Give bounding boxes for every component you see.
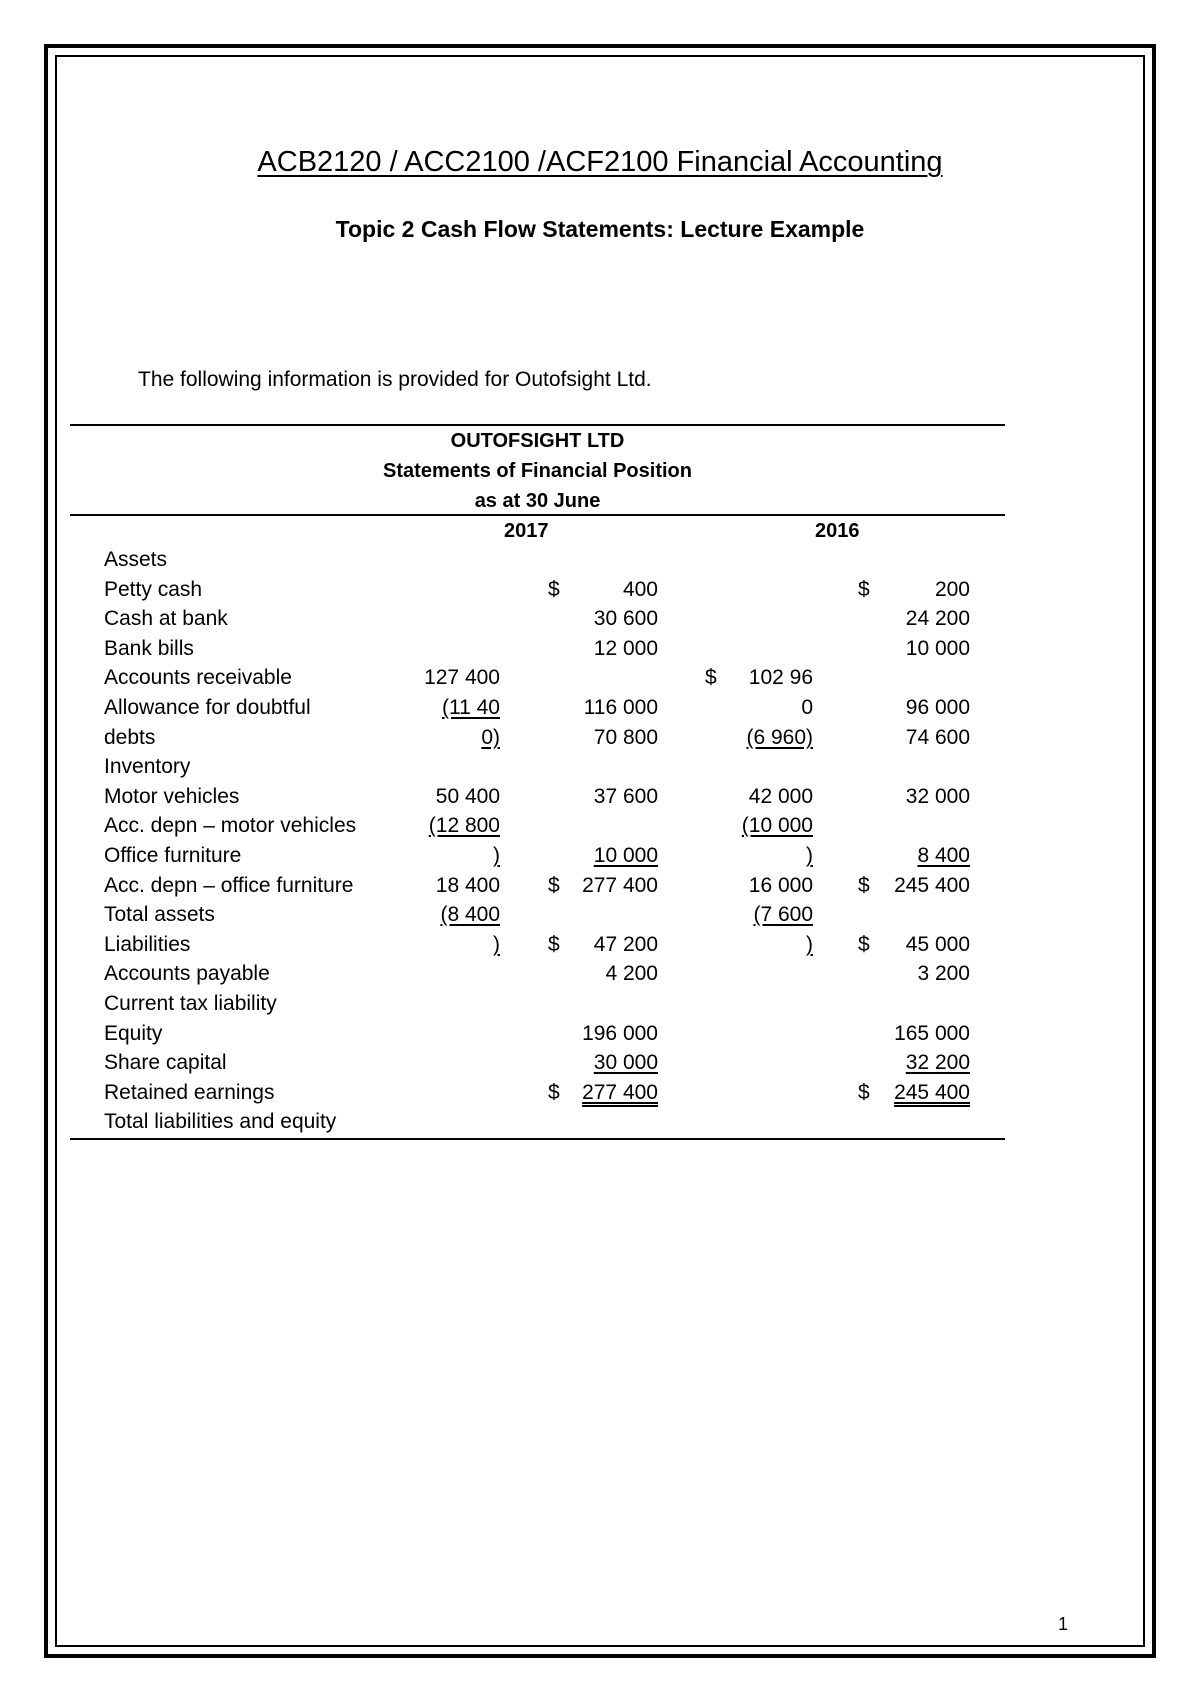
year-header-2017: 2017 [504,520,549,542]
row-label: Accounts receivable [104,666,292,689]
table-cell: 24 200 [905,607,970,630]
currency-symbol: $ [548,1081,560,1104]
table-cell: 30 600 [593,607,658,630]
table-cell: 0) [481,726,500,749]
table-cell: 10 000 [905,637,970,660]
table-top-rule [70,424,1005,426]
document-subtitle: Topic 2 Cash Flow Statements: Lecture Example [335,216,865,242]
row-label: Share capital [104,1051,227,1074]
currency-symbol: $ [548,874,560,897]
table-cell: 245 400 [894,1081,970,1104]
table-cell: (6 960) [746,726,813,749]
currency-symbol: $ [705,666,717,689]
table-cell: 400 [622,578,658,601]
row-label: Liabilities [104,933,191,956]
table-header-rule [70,514,1005,516]
table-cell: 196 000 [582,1022,658,1045]
table-cell: 116 000 [583,696,658,719]
table-cell: 70 800 [593,726,658,749]
table-cell: (12 800 [428,814,500,837]
table-cell: 47 200 [593,933,658,956]
table-cell: ) [806,933,813,956]
company-name: OUTOFSIGHT LTD [450,430,625,452]
table-cell: 200 [934,578,970,601]
table-cell: (10 000 [741,814,813,837]
row-label: Assets [104,548,168,571]
table-cell: 277 400 [582,874,658,897]
currency-symbol: $ [858,1081,870,1104]
table-cell: 127 400 [424,666,500,689]
table-cell: 8 400 [917,844,970,867]
table-cell: 4 200 [605,962,658,985]
year-header-2016: 2016 [815,520,860,542]
table-cell: 74 600 [905,726,970,749]
table-cell: (11 40 [442,696,500,719]
table-cell: 165 000 [894,1022,970,1045]
table-cell: 0 [801,696,813,719]
currency-symbol: $ [858,874,870,897]
table-cell: (8 400 [440,903,500,926]
currency-symbol: $ [548,933,560,956]
row-label: Office furniture [104,844,242,867]
table-cell: 96 000 [905,696,970,719]
row-label: Inventory [104,755,191,778]
row-label: Current tax liability [104,992,277,1015]
row-label: Motor vehicles [104,785,240,808]
row-label: Acc. depn – motor vehicles [104,814,357,837]
row-label: Allowance for doubtful [104,696,311,719]
table-cell: ) [806,844,813,867]
page-number: 1 [1058,1614,1069,1634]
table-cell: (7 600 [753,903,813,926]
row-label: Accounts payable [104,962,270,985]
currency-symbol: $ [858,578,870,601]
table-cell: 30 000 [593,1051,658,1074]
table-cell: 32 200 [905,1051,970,1074]
row-label: Cash at bank [104,607,228,630]
row-label: Total liabilities and equity [104,1110,337,1133]
statement-name: Statements of Financial Position [383,460,692,482]
table-bottom-rule [70,1138,1005,1140]
table-cell: 37 600 [593,785,658,808]
row-label: debts [104,726,156,749]
table-cell: 12 000 [593,637,658,660]
row-label: Petty cash [104,578,203,601]
statement-date: as at 30 June [474,490,601,512]
table-cell: 18 400 [435,874,500,897]
table-cell: 32 000 [905,785,970,808]
table-cell: 245 400 [894,874,970,897]
table-cell: 45 000 [905,933,970,956]
document-title: ACB2120 / ACC2100 /ACF2100 Financial Accounting [257,146,943,178]
table-cell: 50 400 [435,785,500,808]
currency-symbol: $ [858,933,870,956]
table-cell: 42 000 [748,785,813,808]
table-cell: 277 400 [582,1081,658,1104]
table-cell: 3 200 [917,962,970,985]
row-label: Acc. depn – office furniture [104,874,354,897]
table-cell: 102 96 [748,666,813,689]
intro-text: The following information is provided for Outofsight Ltd. [138,368,652,391]
row-label: Retained earnings [104,1081,275,1104]
row-label: Equity [104,1022,163,1045]
row-label: Total assets [104,903,215,926]
table-cell: ) [493,933,500,956]
table-cell: 10 000 [593,844,658,867]
currency-symbol: $ [548,578,560,601]
table-cell: ) [493,844,500,867]
row-label: Bank bills [104,637,194,660]
table-cell: 16 000 [748,874,813,897]
